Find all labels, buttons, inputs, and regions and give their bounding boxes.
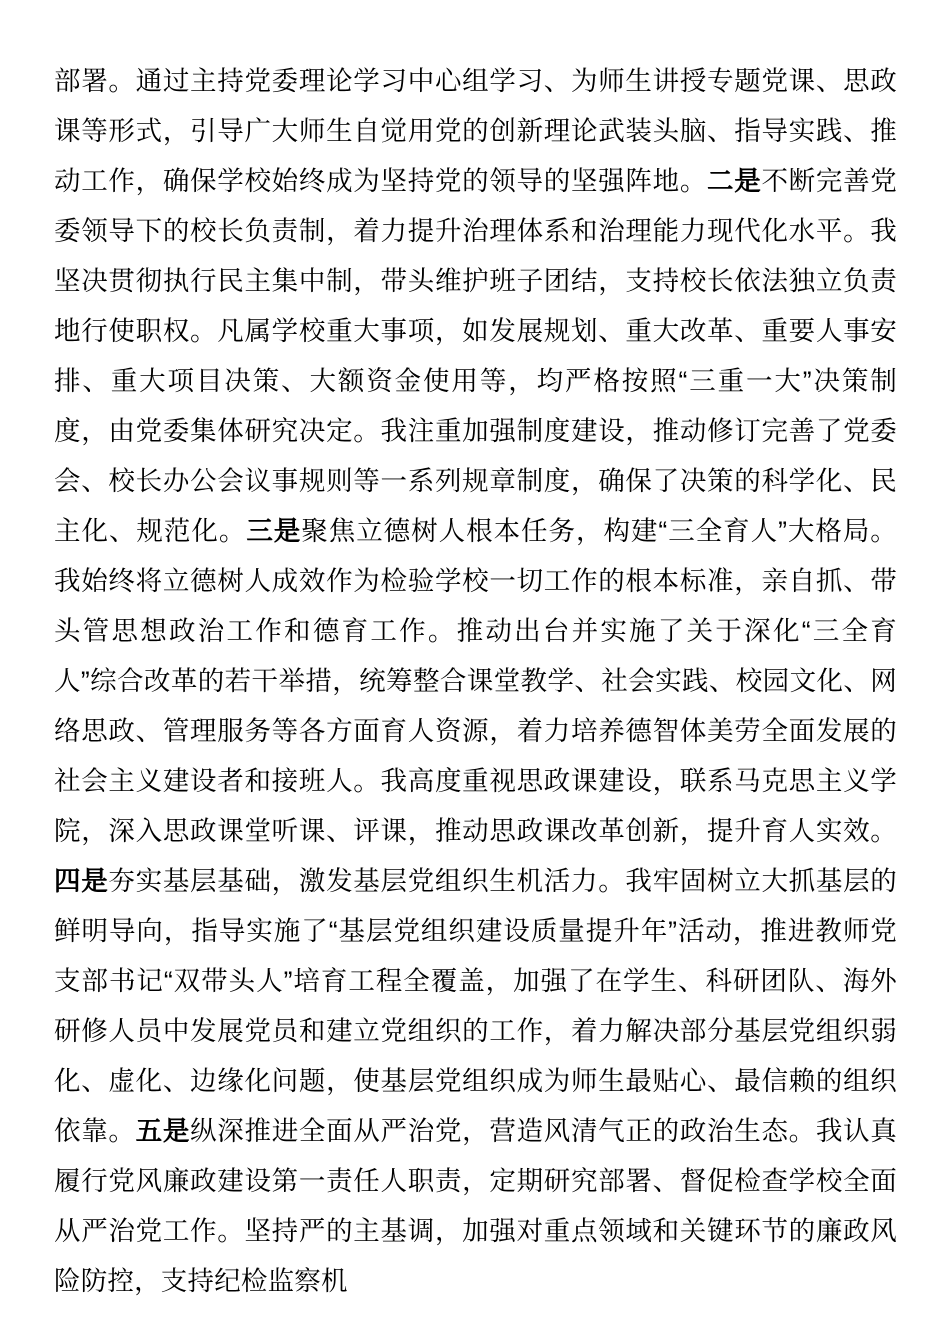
- enum-marker: 三是: [246, 516, 302, 546]
- body-text-run: 夯实基层基础，激发基层党组织生机活力。我牢固树立大抓基层的鲜明导向，指导实施了“基层党组织建设质量提升年”活动，推进教师党支部书记“双带头人”培育工程全覆盖，加强了在学生、科研团队、海外研修人员中发展党员和建立党组织的工作，着力解决部分基层党组织弱化、虚化、边缘化问题，使基层党组织成为师生最贴心、最信赖的组织依靠。: [54, 866, 897, 1146]
- body-text-run: 纵深推进全面从严治党，营造风清气正的政治生态。我认真履行党风廉政建设第一责任人职责，定期研究部署、督促检查学校全面从严治党工作。坚持严的主基调，加强对重点领域和关键环节的廉政风险防控，支持纪检监察机: [54, 1116, 897, 1296]
- document-body: [54, 56, 897, 1306]
- enum-marker: 四是: [54, 866, 109, 896]
- body-text-run: 部署。通过主持党委理论学习中心组学习、为师生讲授专题党课、思政课等形式，引导广大师生自觉用党的创新理论武装头脑、指导实践、推动工作，确保学校始终成为坚持党的领导的坚强阵地。: [54, 66, 897, 196]
- enum-marker: 五是: [135, 1116, 191, 1146]
- enum-marker: 二是: [707, 166, 762, 196]
- body-text-run: 聚焦立德树人根本任务，构建“三全育人”大格局。我始终将立德树人成效作为检验学校一切工作的根本标准，亲自抓、带头管思想政治工作和德育工作。推动出台并实施了关于深化“三全育人”综合改革的若干举措，统筹整合课堂教学、社会实践、校园文化、网络思政、管理服务等各方面育人资源，着力培养德智体美劳全面发展的社会主义建设者和接班人。我高度重视思政课建设，联系马克思主义学院，深入思政课堂听课、评课，推动思政课改革创新，提升育人实效。: [54, 516, 898, 846]
- body-text-run: 不断完善党委领导下的校长负责制，着力提升治理体系和治理能力现代化水平。我坚决贯彻执行民主集中制，带头维护班子团结，支持校长依法独立负责地行使职权。凡属学校重大事项，如发展规划、重大改革、重要人事安排、重大项目决策、大额资金使用等，均严格按照“三重一大”决策制度，由党委集体研究决定。我注重加强制度建设，推动修订完善了党委会、校长办公会议事规则等一系列规章制度，确保了决策的科学化、民主化、规范化。: [54, 166, 897, 546]
- body-paragraph: [54, 56, 897, 1306]
